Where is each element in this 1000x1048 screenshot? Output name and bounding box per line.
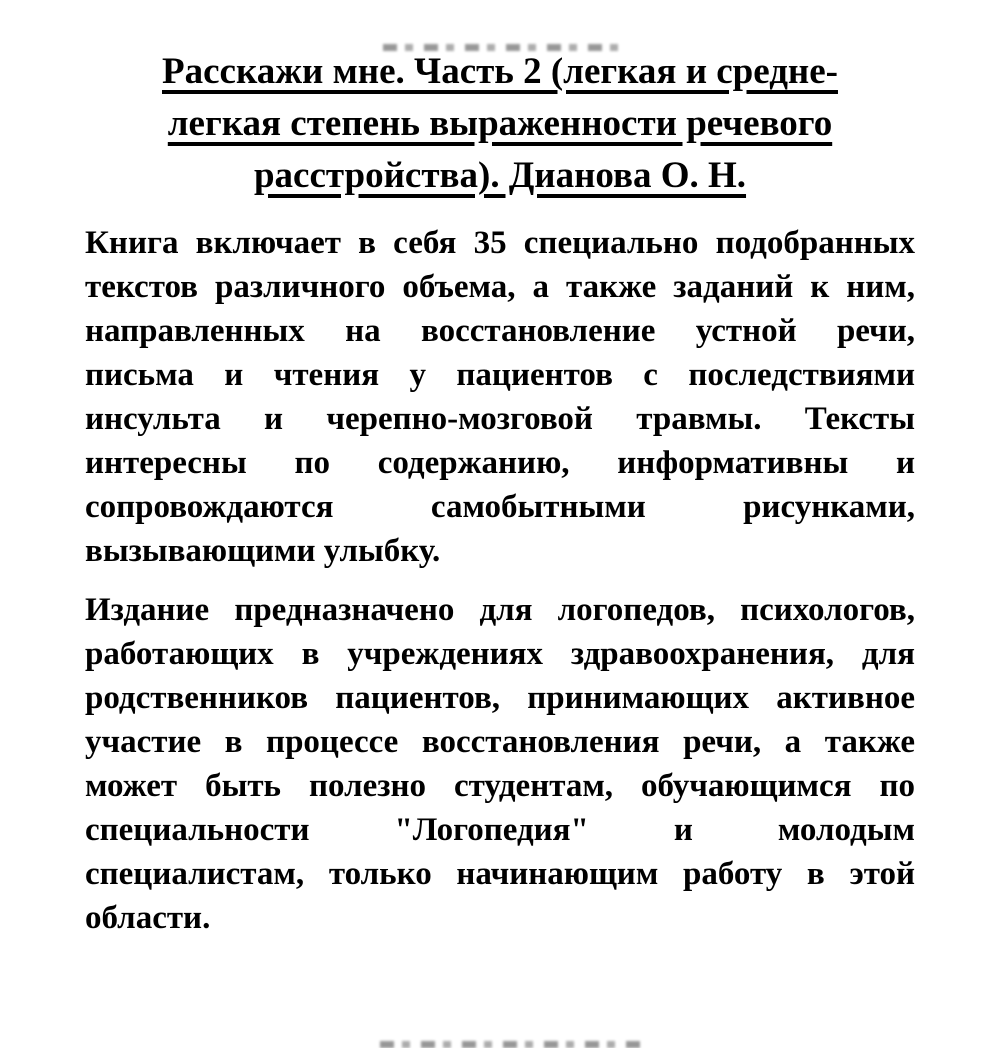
title-line: Расскажи мне. Часть 2 (легкая и средне- [162,51,838,92]
paragraph-line: специальности "Логопедия" и молодым [85,812,915,848]
book-description [85,221,915,940]
paragraph-line: может быть полезно студентам, обучающимся по [85,768,915,804]
paragraph-line: письма и чтения у пациентов с последствиями [85,357,915,393]
paragraph-line: области. [85,900,211,936]
document-page [0,46,1000,1046]
paragraph-line: вызывающими улыбку. [85,533,441,569]
paragraph-line: родственников пациентов, принимающих активное [85,680,915,716]
paragraph-line: работающих в учреждениях здравоохранения, для [85,636,915,672]
book-title [85,46,915,202]
paragraph-line: текстов различного объема, а также заданий к ним, [85,269,915,305]
title-line: расстройства). Дианова О. Н. [253,155,747,196]
paragraph-line: специалистам, только начинающим работу в этой [85,856,915,892]
description-paragraph-1 [85,221,915,573]
paragraph-line: участие в процессе восстановления речи, а также [85,724,915,760]
cropped-text-artifact-top [383,44,621,51]
paragraph-line: Издание предназначено для логопедов, психологов, [85,592,915,628]
cropped-text-artifact-bottom [380,1041,642,1048]
paragraph-line: направленных на восстановление устной речи, [85,313,915,349]
paragraph-line: интересны по содержанию, информативны и [85,445,915,481]
paragraph-line: Книга включает в себя 35 специально подобранных [85,225,915,261]
paragraph-line: инсульта и черепно-мозговой травмы. Тексты [85,401,915,437]
paragraph-line: сопровождаются самобытными рисунками, [85,489,915,525]
title-line: легкая степень выраженности речевого [167,103,833,144]
description-paragraph-2 [85,588,915,940]
